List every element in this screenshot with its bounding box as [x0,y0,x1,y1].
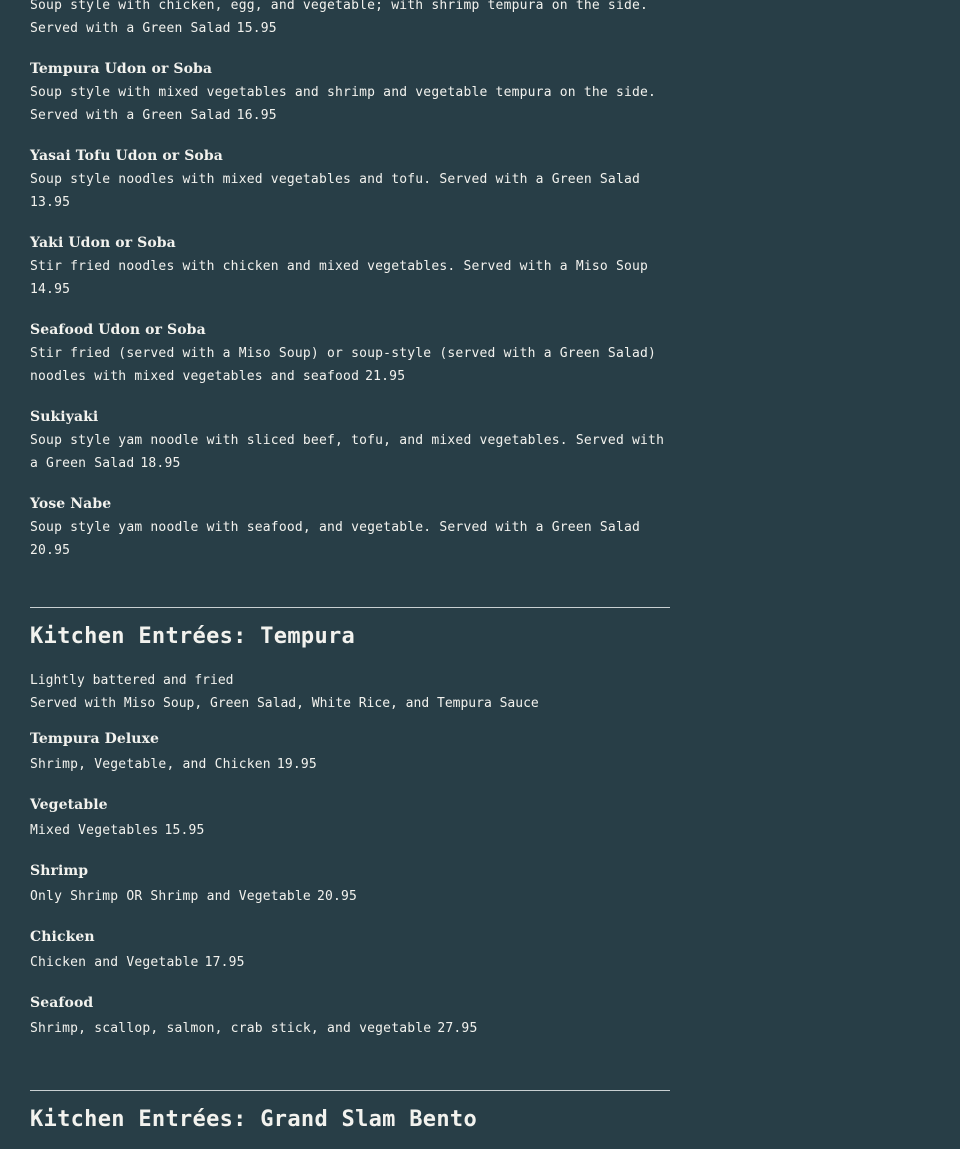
item-name: Tempura Deluxe [30,731,160,747]
item-description: Soup style with mixed vegetables and shrimp and vegetable tempura on the side. Served with a Green Salad 16.95 [30,85,657,123]
item-description: Shrimp, Vegetable, and Chicken 19.95 [30,757,317,772]
item-price: 21.95 [365,369,406,384]
menu-item [30,319,670,388]
menu-item [30,860,670,908]
item-price: 15.95 [236,21,277,36]
item-description: Soup style with chicken, egg, and vegetable; with shrimp tempura on the side. Served with a Green Salad 15.95 [30,0,649,36]
item-name: Sukiyaki [30,409,99,425]
item-price: 19.95 [276,757,317,772]
item-price: 17.95 [204,955,245,970]
menu-item [30,232,670,301]
item-price: 18.95 [140,456,181,471]
section-title-tempura: Kitchen Entrées: Tempura [30,624,356,649]
item-price: 20.95 [30,543,71,558]
item-name: Seafood [30,995,94,1011]
menu-item [30,926,670,974]
item-name: Vegetable [30,797,108,813]
item-description: Mixed Vegetables 15.95 [30,823,205,838]
item-price: 14.95 [30,282,71,297]
item-price: 20.95 [316,889,358,904]
item-price: 27.95 [437,1021,478,1036]
item-description: Stir fried (served with a Miso Soup) or soup-style (served with a Green Salad) noodles with mixed vegetables and seafood 21.95 [30,346,657,384]
section-title-bento: Kitchen Entrées: Grand Slam Bento [30,1107,477,1132]
noodle-menu-section [30,0,670,580]
item-price: 15.95 [164,823,205,838]
item-name: Yaki Udon or Soba [30,235,176,251]
item-description: Soup style yam noodle with seafood, and vegetable. Served with a Green Salad 20.95 [30,520,641,558]
item-name: Tempura Udon or Soba [30,61,213,77]
item-name: Chicken [30,929,95,945]
tempura-menu-section [30,669,670,1058]
item-name: Yasai Tofu Udon or Soba [30,148,223,164]
menu-item [30,992,670,1040]
section-divider [30,1090,670,1091]
item-price: 13.95 [30,195,71,210]
section-intro: Lightly battered and fried Served with Miso Soup, Green Salad, White Rice, and Tempura Sauce [30,673,539,711]
menu-item [30,794,670,842]
menu-item [30,728,670,776]
menu-item [30,58,670,127]
section-divider [30,607,670,608]
item-name: Seafood Udon or Soba [30,322,206,338]
menu-item [30,0,670,40]
item-description: Soup style yam noodle with sliced beef, tofu, and mixed vegetables. Served with a Green Salad 18.95 [30,433,665,471]
menu-item [30,145,670,214]
menu-item [30,493,670,562]
item-name: Yose Nabe [30,496,112,512]
menu-item [30,406,670,475]
item-description: Shrimp, scallop, salmon, crab stick, and vegetable 27.95 [30,1021,478,1036]
item-price: 16.95 [236,108,277,123]
item-name: Shrimp [30,863,89,879]
item-description: Only Shrimp OR Shrimp and Vegetable 20.95 [30,889,358,904]
item-description: Soup style noodles with mixed vegetables and tofu. Served with a Green Salad 13.95 [30,172,641,210]
item-description: Stir fried noodles with chicken and mixed vegetables. Served with a Miso Soup 14.95 [30,259,649,297]
item-description: Chicken and Vegetable 17.95 [30,955,245,970]
